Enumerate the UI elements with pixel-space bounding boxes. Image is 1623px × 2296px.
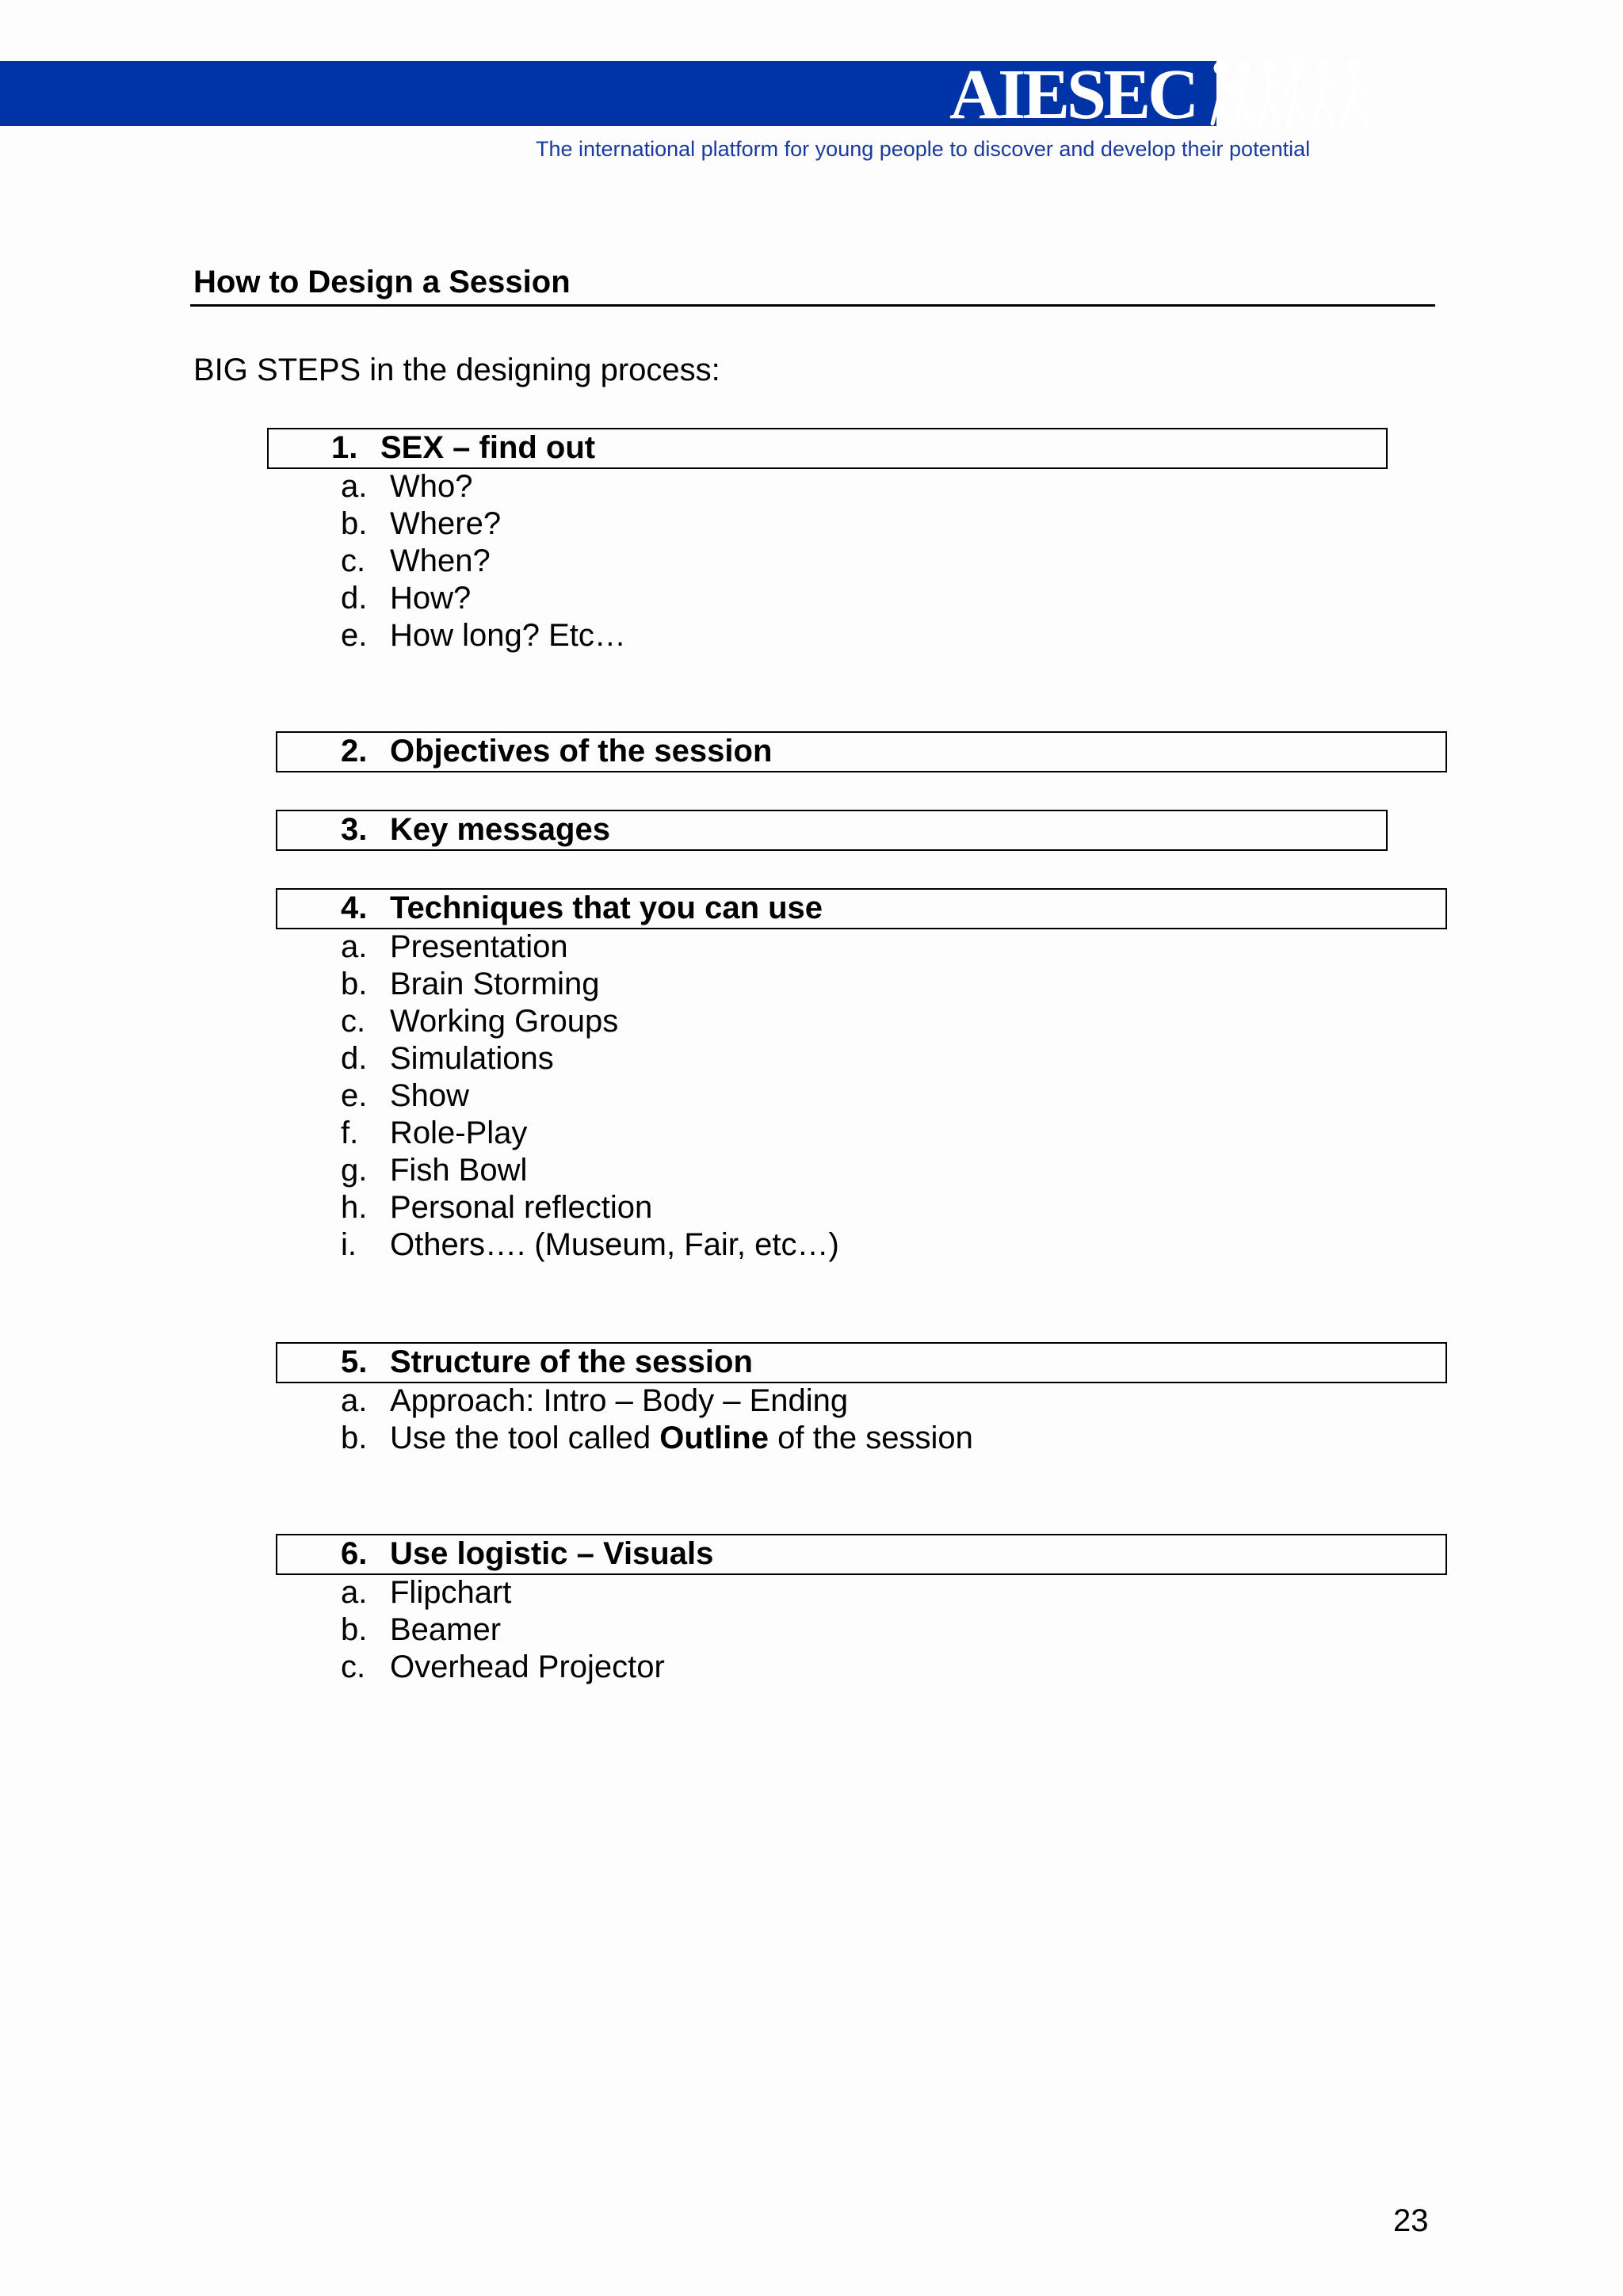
list-item-letter: c. xyxy=(341,1650,366,1684)
step-4-number: 4. xyxy=(341,891,368,925)
item-text-before: Use the tool called xyxy=(390,1421,660,1455)
page-number: 23 xyxy=(1393,2203,1429,2238)
list-item: Overhead Projector xyxy=(390,1650,665,1684)
list-item: Show xyxy=(390,1078,470,1113)
logo-text: AIESEC xyxy=(949,55,1197,134)
list-item-letter: b. xyxy=(341,506,368,541)
step-6-number: 6. xyxy=(341,1536,368,1571)
list-item-letter: b. xyxy=(341,1612,368,1647)
list-item: Others…. (Museum, Fair, etc…) xyxy=(390,1227,839,1262)
page-title: How to Design a Session xyxy=(193,265,571,299)
title-underline xyxy=(190,304,1435,307)
list-item: Role-Play xyxy=(390,1116,528,1150)
item-text-after: of the session xyxy=(768,1421,973,1455)
list-item-letter: c. xyxy=(341,1004,366,1039)
list-item: Approach: Intro – Body – Ending xyxy=(390,1383,849,1418)
step-4-label: Techniques that you can use xyxy=(390,891,823,925)
list-item: Personal reflection xyxy=(390,1190,653,1225)
list-item-letter: f. xyxy=(341,1116,359,1150)
list-item: Beamer xyxy=(390,1612,502,1647)
aiesec-logo xyxy=(949,57,1377,133)
step-6-label: Use logistic – Visuals xyxy=(390,1536,714,1571)
list-item-letter: a. xyxy=(341,1383,368,1418)
step-1-label: SEX – find out xyxy=(380,430,596,465)
list-item xyxy=(390,1420,973,1456)
item-text-bold: Outline xyxy=(659,1421,769,1455)
list-item-letter: b. xyxy=(341,967,368,1001)
intro-text: BIG STEPS in the designing process: xyxy=(193,353,720,387)
list-item: How? xyxy=(390,581,472,616)
step-2-number: 2. xyxy=(341,734,368,769)
list-item-letter: a. xyxy=(341,1575,368,1610)
list-item-letter: b. xyxy=(341,1421,368,1455)
step-5-number: 5. xyxy=(341,1344,368,1379)
step-3-number: 3. xyxy=(341,812,368,847)
list-item: Brain Storming xyxy=(390,967,600,1001)
list-item-letter: d. xyxy=(341,1041,368,1076)
list-item-letter: g. xyxy=(341,1153,368,1188)
list-item: Presentation xyxy=(390,929,568,964)
list-item: Where? xyxy=(390,506,502,541)
list-item-letter: a. xyxy=(341,929,368,964)
step-3-label: Key messages xyxy=(390,812,610,847)
walking-people-icon xyxy=(1209,60,1376,128)
step-5-label: Structure of the session xyxy=(390,1344,753,1379)
list-item-letter: e. xyxy=(341,618,368,653)
list-item-letter: a. xyxy=(341,469,368,504)
list-item: Flipchart xyxy=(390,1575,512,1610)
tagline: The international platform for young people to discover and develop their potential xyxy=(536,137,1311,161)
list-item-letter: d. xyxy=(341,581,368,616)
list-item: Fish Bowl xyxy=(390,1153,528,1188)
step-2-label: Objectives of the session xyxy=(390,734,773,769)
list-item-letter: h. xyxy=(341,1190,368,1225)
list-item: How long? Etc… xyxy=(390,618,626,653)
list-item-letter: e. xyxy=(341,1078,368,1113)
list-item-letter: c. xyxy=(341,543,366,578)
list-item: Simulations xyxy=(390,1041,554,1076)
list-item: When? xyxy=(390,543,491,578)
list-item: Working Groups xyxy=(390,1004,619,1039)
list-item: Who? xyxy=(390,469,473,504)
list-item-letter: i. xyxy=(341,1227,357,1262)
step-1-number: 1. xyxy=(331,430,358,465)
